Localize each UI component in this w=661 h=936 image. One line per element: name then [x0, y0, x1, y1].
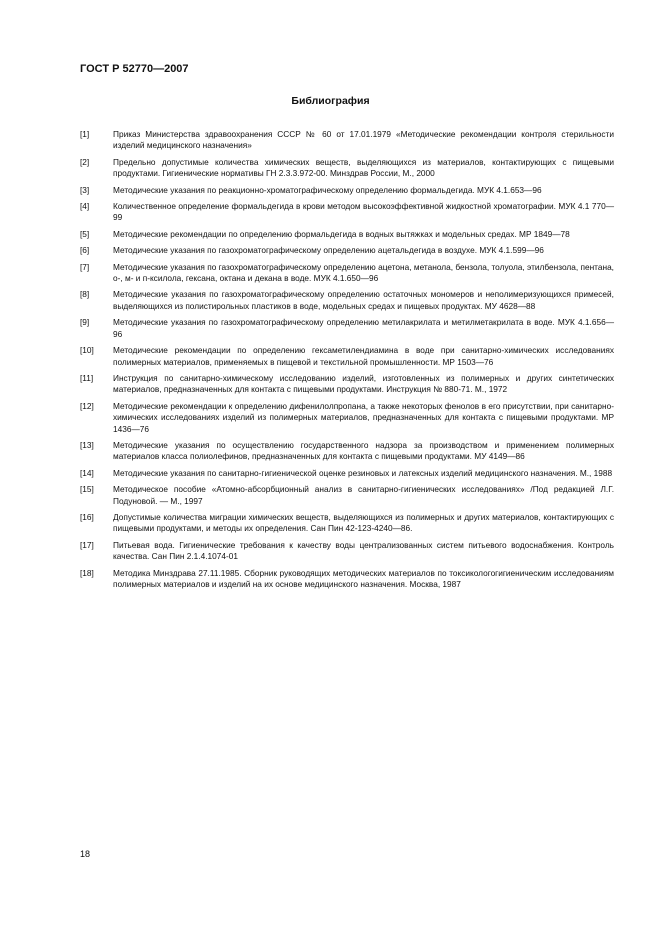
- reference-number: [13]: [80, 439, 94, 450]
- reference-text: Методическое пособие «Атомно-абсорбционный анализ в санитарно-гигиенических исследованиях» /Под редакцией Л.Г. Подуновой. — М., 1997: [113, 484, 614, 506]
- reference-item: [80, 568, 614, 591]
- reference-text: Методические указания по газохроматографическому определению метилакрилата и метилметакрилата в воде. МУК 4.1.656—96: [113, 317, 614, 339]
- reference-text: Методические указания по газохроматографическому определению остаточных мономеров и неполимеризующихся примесей, выделяющихся из полистирольных пластиков в воде, модельных средах и пищевых продуктах. МУ 4628—88: [113, 289, 614, 311]
- reference-text: Количественное определение формальдегида в крови методом высокоэффективной жидкостной хроматографии. МУК 4.1 770—99: [113, 201, 614, 223]
- reference-list: [80, 129, 614, 595]
- reference-number: [8]: [80, 289, 90, 300]
- reference-number: [1]: [80, 129, 90, 139]
- reference-text: Методические указания по реакционно-хроматографическому определению формальдегида. МУК 4.1.653—96: [113, 184, 542, 195]
- reference-text: Методические указания по газохроматографическому определению ацетона, метанола, бензола, толуола, этилбензола, пентана, о-, м- и п-ксилола, гексана, октана и декана в воде. МУК 4.1.650—96: [113, 261, 614, 284]
- reference-number: [10]: [80, 345, 94, 356]
- reference-item: [80, 129, 614, 152]
- document-header: ГОСТ Р 52770—2007: [80, 63, 189, 75]
- reference-text: Допустимые количества миграции химических веществ, выделяющихся из полимерных и других материалов, контактирующих с пищевыми продуктами, и методы их определения. Сан Пин 42-123-4240—86.: [113, 511, 614, 534]
- reference-text: Методические указания по санитарно-гигиенической оценке резиновых и латексных изделий медицинского назначения. М., 1988: [113, 467, 613, 478]
- reference-item: [80, 245, 614, 256]
- reference-number: [2]: [80, 156, 90, 167]
- reference-text: Инструкция по санитарно-химическому исследованию изделий, изготовленных из полимерных и других синтетических материалов, предназначенных для контакта с пищевыми продуктами. Инструкция № 880-71. М., 1972: [113, 372, 614, 395]
- reference-number: [11]: [80, 372, 94, 383]
- reference-item: [80, 229, 614, 240]
- reference-item: [80, 512, 614, 535]
- reference-number: [3]: [80, 184, 90, 195]
- reference-item: [80, 440, 614, 463]
- reference-text: Методические рекомендации к определению дифенилолпропана, а также некоторых фенолов в его присутствии, при санитарно-химических исследованиях изделий из полимерных материалов, предназначенных для контакта с пищевыми продуктами. МР 1436—76: [113, 400, 614, 434]
- reference-text: Предельно допустимые количества химических веществ, выделяющихся из материалов, контактирующих с пищевыми продуктами. Гигиенические нормативы ГН 2.3.3.972-00. Минздрав России, М., 2000: [113, 156, 614, 179]
- reference-text: Методические указания по газохроматографическому определению ацетальдегида в воздухе. МУК 4.1.599—96: [113, 245, 544, 256]
- reference-number: [5]: [80, 228, 90, 239]
- reference-number: [17]: [80, 539, 94, 550]
- reference-item: [80, 401, 614, 435]
- reference-text: Методические указания по осуществлению государственного надзора за производством и применением полимерных материалов класса полиолефинов, предназначенных для контакта с пищевыми продуктами. МУ 4149—86: [113, 439, 614, 462]
- bibliography-title: Библиография: [291, 95, 370, 107]
- reference-item: [80, 345, 614, 368]
- reference-item: [80, 201, 614, 224]
- reference-item: [80, 262, 614, 285]
- reference-number: [12]: [80, 400, 94, 411]
- reference-text: Питьевая вода. Гигиенические требования к качеству воды централизованных систем питьевого водоснабжения. Контроль качества. Сан Пин 2.1.4.1074-01: [113, 539, 614, 562]
- reference-item: [80, 157, 614, 180]
- reference-number: [14]: [80, 467, 94, 478]
- reference-item: [80, 317, 614, 340]
- reference-number: [7]: [80, 261, 90, 272]
- reference-number: [15]: [80, 484, 94, 495]
- reference-item: [80, 468, 614, 479]
- reference-text: Приказ Министерства здравоохранения СССР № 60 от 17.01.1979 «Методические рекомендации контроля стерильности изделий медицинского назначения»: [113, 129, 614, 151]
- reference-number: [18]: [80, 567, 94, 578]
- reference-text: Методика Минздрава 27.11.1985. Сборник руководящих методических материалов по токсикологогигиеническим исследованиям полимерных материалов и изделий на их основе медицинского назначения. Москва, 1987: [113, 567, 614, 589]
- reference-number: [4]: [80, 201, 90, 212]
- reference-item: [80, 185, 614, 196]
- reference-item: [80, 540, 614, 563]
- reference-number: [6]: [80, 245, 90, 256]
- reference-text: Методические рекомендации по определению гексаметилендиамина в воде при санитарно-химических исследованиях полимерных материалов, применяемых в пищевой и текстильной промышленности. МР 1503—76: [113, 345, 614, 367]
- reference-item: [80, 289, 614, 312]
- page-number: 18: [80, 849, 91, 859]
- reference-number: [16]: [80, 511, 94, 522]
- reference-text: Методические рекомендации по определению формальдегида в водных вытяжках и модельных средах. МР 1849—78: [113, 228, 570, 239]
- reference-number: [9]: [80, 317, 90, 328]
- reference-item: [80, 484, 614, 507]
- reference-item: [80, 373, 614, 396]
